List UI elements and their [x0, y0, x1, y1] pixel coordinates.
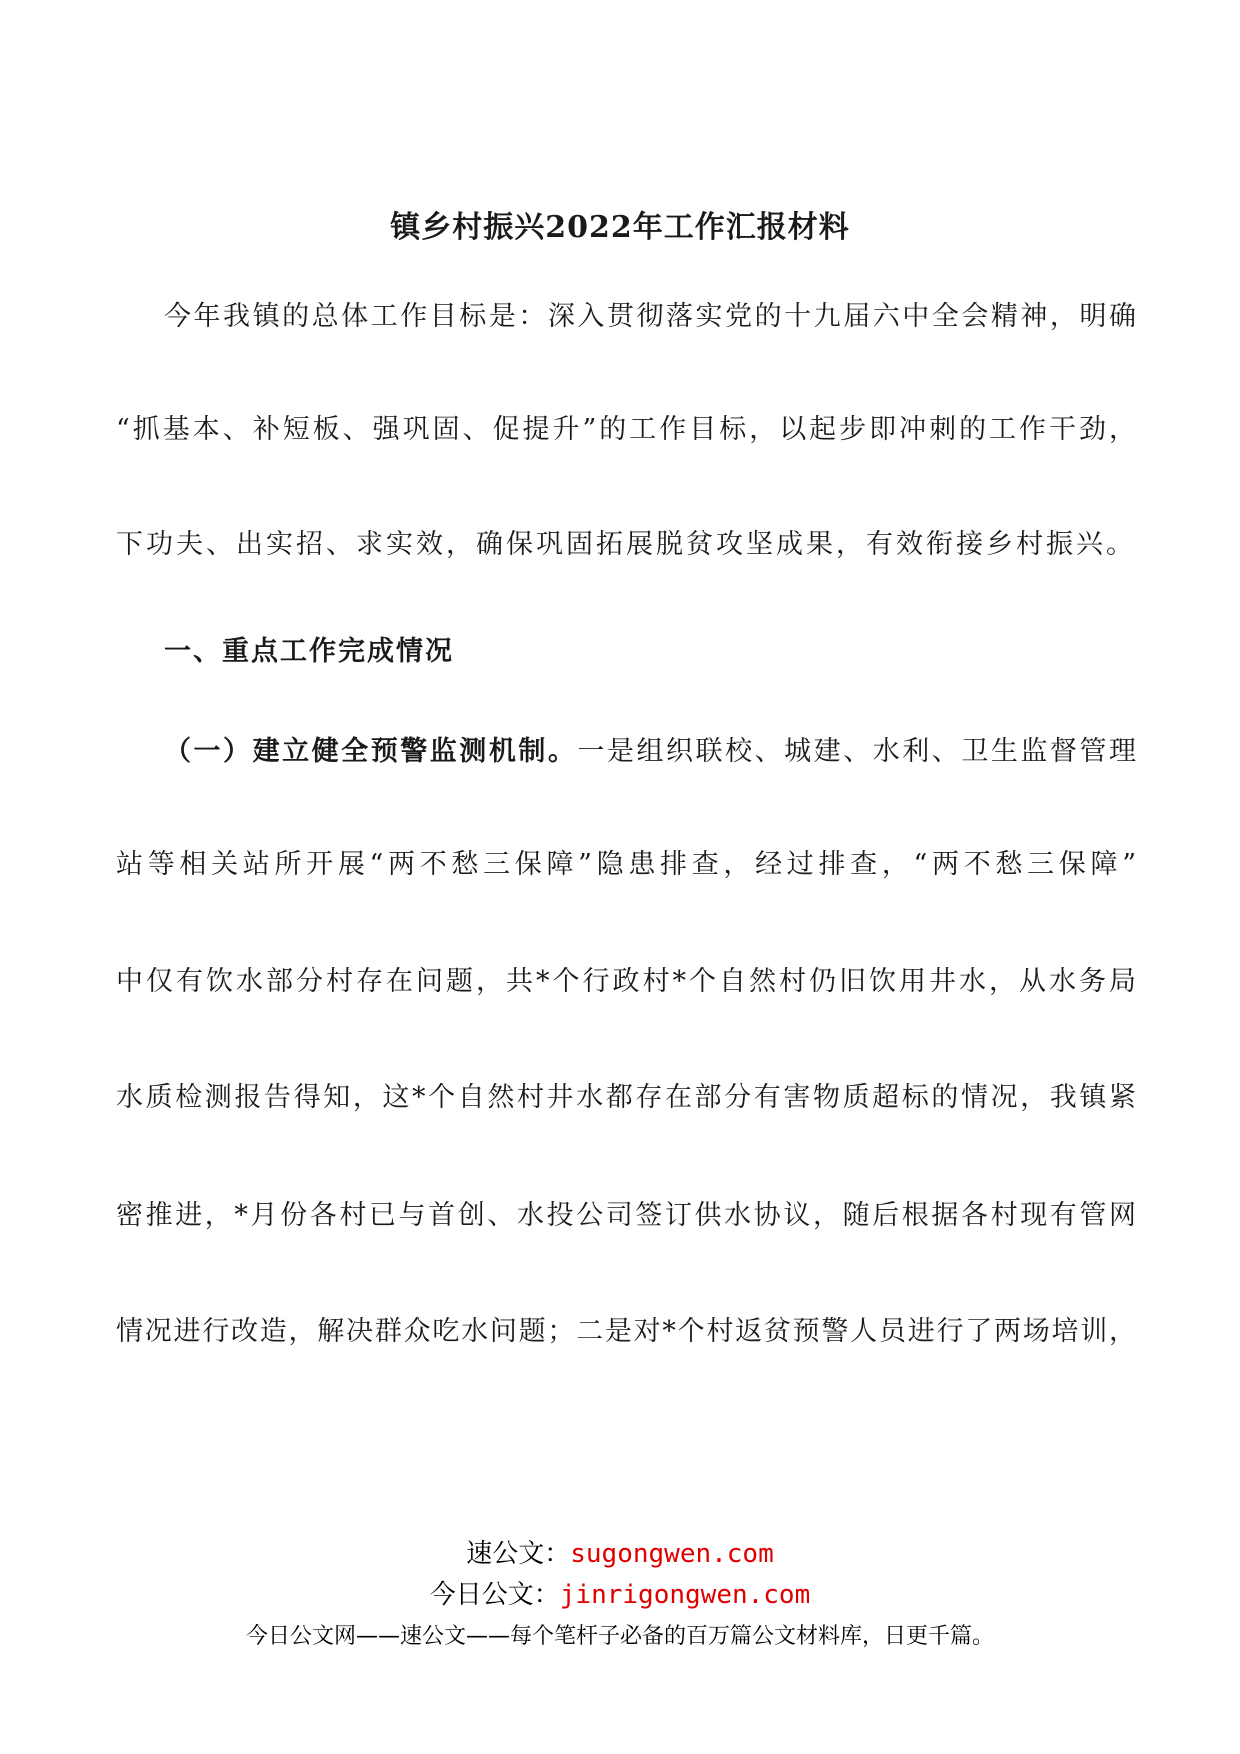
- paragraph-line: 站等相关站所开展“两不愁三保障”隐患排查，经过排查，“两不愁三保障”: [116, 849, 1136, 880]
- sugongwen-link[interactable]: sugongwen.com: [570, 1539, 774, 1569]
- footer-sugongwen: [0, 1537, 1240, 1571]
- paragraph-line: [116, 732, 1136, 772]
- paragraph-text: 一是组织联校、城建、水利、卫生监督管理: [577, 736, 1136, 767]
- paragraph-line: 今年我镇的总体工作目标是：深入贯彻落实党的十九届六中全会精神，明确: [164, 301, 1136, 332]
- footer-label: 今日公文：: [429, 1580, 560, 1610]
- paragraph-line: 中仅有饮水部分村存在问题，共*个行政村*个自然村仍旧饮用井水，从水务局: [116, 966, 1136, 997]
- subsection-heading: （一）建立健全预警监测机制。: [164, 736, 578, 767]
- paragraph-line: 水质检测报告得知，这*个自然村井水都存在部分有害物质超标的情况，我镇紧: [116, 1082, 1136, 1113]
- paragraph-line: 下功夫、出实招、求实效，确保巩固拓展脱贫攻坚成果，有效衔接乡村振兴。: [116, 529, 1136, 560]
- section-heading: 一、重点工作完成情况: [164, 636, 454, 667]
- paragraph-line: 情况进行改造，解决群众吃水问题；二是对*个村返贫预警人员进行了两场培训，: [116, 1316, 1136, 1347]
- document-title: 镇乡村振兴2022年工作汇报材料: [390, 210, 850, 245]
- footer-slogan: 今日公文网——速公文——每个笔杆子必备的百万篇公文材料库，日更千篇。: [245, 1624, 994, 1649]
- footer-label: 速公文：: [466, 1539, 571, 1569]
- footer-jinrigongwen: [0, 1578, 1240, 1612]
- paragraph-line: 密推进，*月份各村已与首创、水投公司签订供水协议，随后根据各村现有管网: [116, 1200, 1136, 1231]
- jinrigongwen-link[interactable]: jinrigongwen.com: [559, 1580, 811, 1610]
- paragraph-line: “抓基本、补短板、强巩固、促提升”的工作目标，以起步即冲刺的工作干劲，: [116, 414, 1136, 445]
